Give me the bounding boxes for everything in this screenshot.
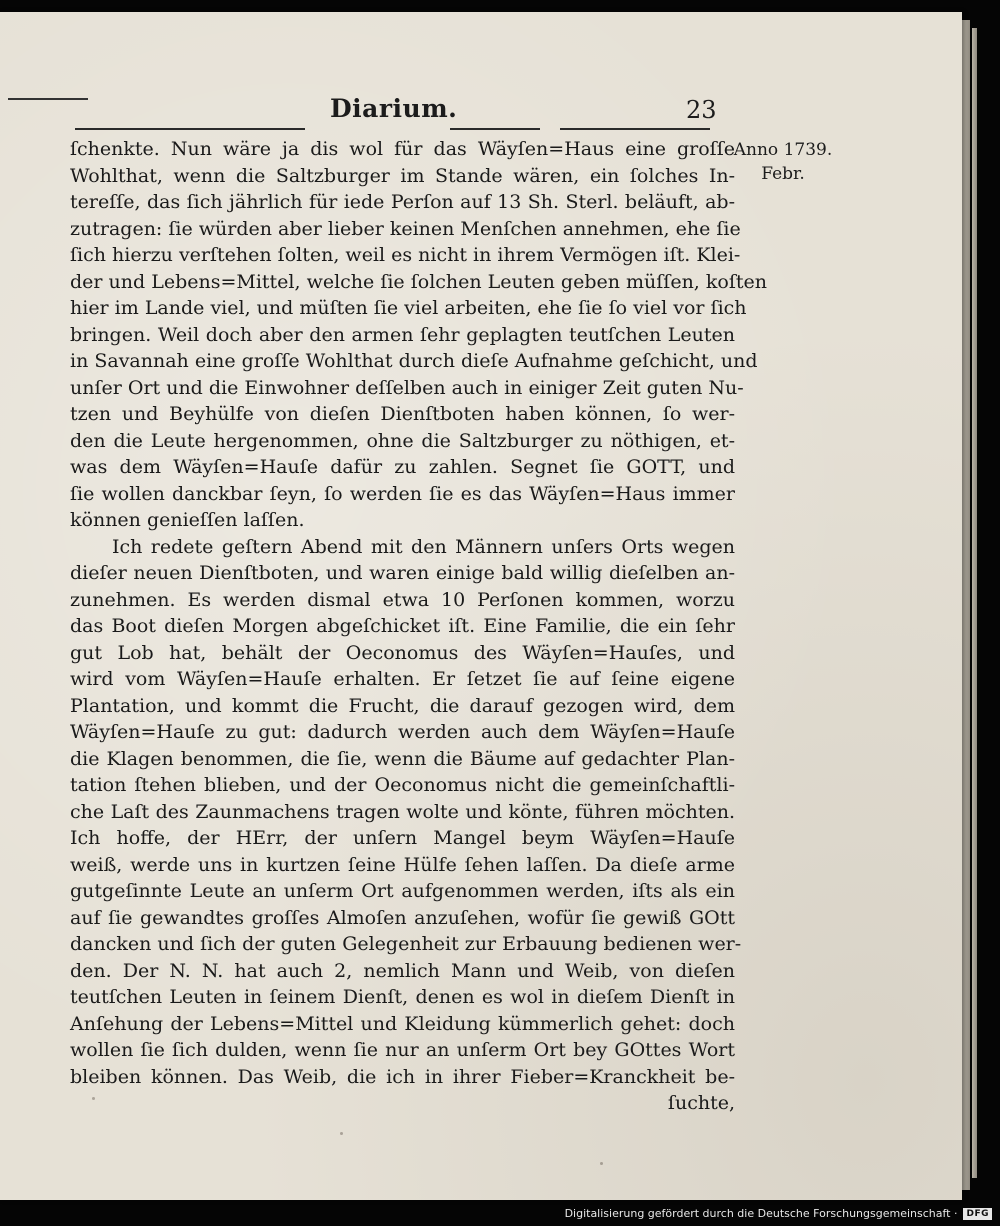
text-line: che Laſt des Zaunmachens tragen wolte und könte, führen möchten. xyxy=(70,800,735,823)
page-edge xyxy=(972,28,977,1178)
text-line: Anſehung der Lebens=Mittel und Kleidung kümmerlich gehet: doch xyxy=(70,1012,735,1035)
text-line: gut Lob hat, behält der Oeconomus des Wäyſen=Hauſes, und xyxy=(70,641,735,664)
text-line: ſchenkte. Nun wäre ja dis wol für das Wäyſen=Haus eine groſſe xyxy=(70,138,735,160)
text-line: in Savannah eine groſſe Wohlthat durch dieſe Aufnahme geſchicht, und xyxy=(70,350,758,372)
book-page xyxy=(0,12,962,1200)
margin-note-year: Anno 1739. xyxy=(733,140,833,160)
text-line: dancken und ſich der guten Gelegenheit zur Erbauung bedienen wer- xyxy=(70,933,742,955)
text-line: Plantation, und kommt die Frucht, die darauf gezogen wird, dem xyxy=(70,694,735,717)
text-line: zunehmen. Es werden dismal etwa 10 Perſonen kommen, worzu xyxy=(70,588,735,611)
text-line: Wohlthat, wenn die Saltzburger im Stande wären, ein ſolches In- xyxy=(70,164,735,187)
dfg-logo-icon: DFG xyxy=(963,1208,992,1220)
catchword: ſuchte, xyxy=(667,1092,735,1114)
digitization-footer xyxy=(565,1207,992,1220)
text-line: den die Leute hergenommen, ohne die Saltzburger zu nöthigen, et- xyxy=(70,429,735,452)
header-rule xyxy=(8,98,88,100)
text-line: tereſſe, das ſich jährlich für iede Perſon auf 13 Sh. Sterl. beläuft, ab- xyxy=(70,191,735,213)
text-line: wird vom Wäyſen=Hauſe erhalten. Er ſetzet ſie auf ſeine eigene xyxy=(70,668,735,690)
text-line: der und Lebens=Mittel, welche ſie ſolchen Leuten geben müſſen, koſten xyxy=(70,270,767,293)
text-line: bleiben können. Das Weib, die ich in ihrer Fieber=Kranckheit be- xyxy=(70,1065,735,1088)
text-line: dieſer neuen Dienſtboten, und waren einige bald willig dieſelben an- xyxy=(70,562,735,584)
text-line: Ich hoffe, der HErr, der unſern Mangel beym Wäyſen=Hauſe xyxy=(70,827,735,849)
text-line: bringen. Weil doch aber den armen ſehr geplagten teutſchen Leuten xyxy=(70,323,735,346)
text-line: auf ſie gewandtes groſſes Almoſen anzuſehen, wofür ſie gewiß GOtt xyxy=(70,906,735,929)
text-line: zutragen: ſie würden aber lieber keinen Menſchen annehmen, ehe ſie xyxy=(70,217,741,240)
text-line: die Klagen benommen, die ſie, wenn die Bäume auf gedachter Plan- xyxy=(70,747,735,770)
text-line: gutgeſinnte Leute an unſerm Ort aufgenommen werden, iſts als ein xyxy=(70,880,735,902)
body-text xyxy=(70,136,767,1117)
text-line: tation ſtehen blieben, und der Oeconomus nicht die gemeinſchaftli- xyxy=(70,774,735,796)
text-line: ſie wollen danckbar ſeyn, ſo werden ſie es das Wäyſen=Haus immer xyxy=(70,482,735,505)
text-line: das Boot dieſen Morgen abgeſchicket iſt. Eine Familie, die ein ſehr xyxy=(70,615,735,637)
text-line: teutſchen Leuten in ſeinem Dienſt, denen es wol in dieſem Dienſt in xyxy=(70,986,735,1008)
text-line: tzen und Beyhülfe von dieſen Dienſtboten haben können, ſo wer- xyxy=(70,403,735,425)
header-rule xyxy=(450,128,540,130)
paper-speck xyxy=(340,1132,343,1135)
running-title: Diarium. xyxy=(330,94,458,123)
text-line: Ich redete geſtern Abend mit den Männern unſers Orts wegen xyxy=(112,535,735,558)
text-line: hier im Lande viel, und müſten ſie viel arbeiten, ehe ſie ſo viel vor ſich xyxy=(70,297,747,319)
text-line: Wäyſen=Hauſe zu gut: dadurch werden auch dem Wäyſen=Hauſe xyxy=(70,721,735,743)
text-line: können genieſſen laſſen. xyxy=(70,509,305,531)
footer-credit: Digitalisierung gefördert durch die Deutsche Forschungsgemeinschaft · xyxy=(564,1207,958,1220)
text-line: was dem Wäyſen=Hauſe dafür zu zahlen. Segnet ſie GOTT, und xyxy=(70,456,735,478)
page-number: 23 xyxy=(686,96,717,124)
margin-note xyxy=(718,138,848,186)
text-line: ſich hierzu verſtehen ſolten, weil es nicht in ihrem Vermögen iſt. Klei- xyxy=(70,244,741,266)
text-line: wollen ſie ſich dulden, wenn ſie nur an unſerm Ort bey GOttes Wort xyxy=(70,1039,735,1061)
paper-speck xyxy=(92,1097,95,1100)
text-line: den. Der N. N. hat auch 2, nemlich Mann und Weib, von dieſen xyxy=(70,959,735,982)
margin-note-month: Febr. xyxy=(761,164,805,184)
header-rule xyxy=(560,128,710,130)
text-line: unſer Ort und die Einwohner deſſelben auch in einiger Zeit guten Nu- xyxy=(70,376,744,399)
text-line: weiß, werde uns in kurtzen ſeine Hülfe ſehen laſſen. Da dieſe arme xyxy=(70,853,735,876)
header-rule xyxy=(75,128,305,130)
page-edge xyxy=(962,20,970,1190)
paper-speck xyxy=(600,1162,603,1165)
